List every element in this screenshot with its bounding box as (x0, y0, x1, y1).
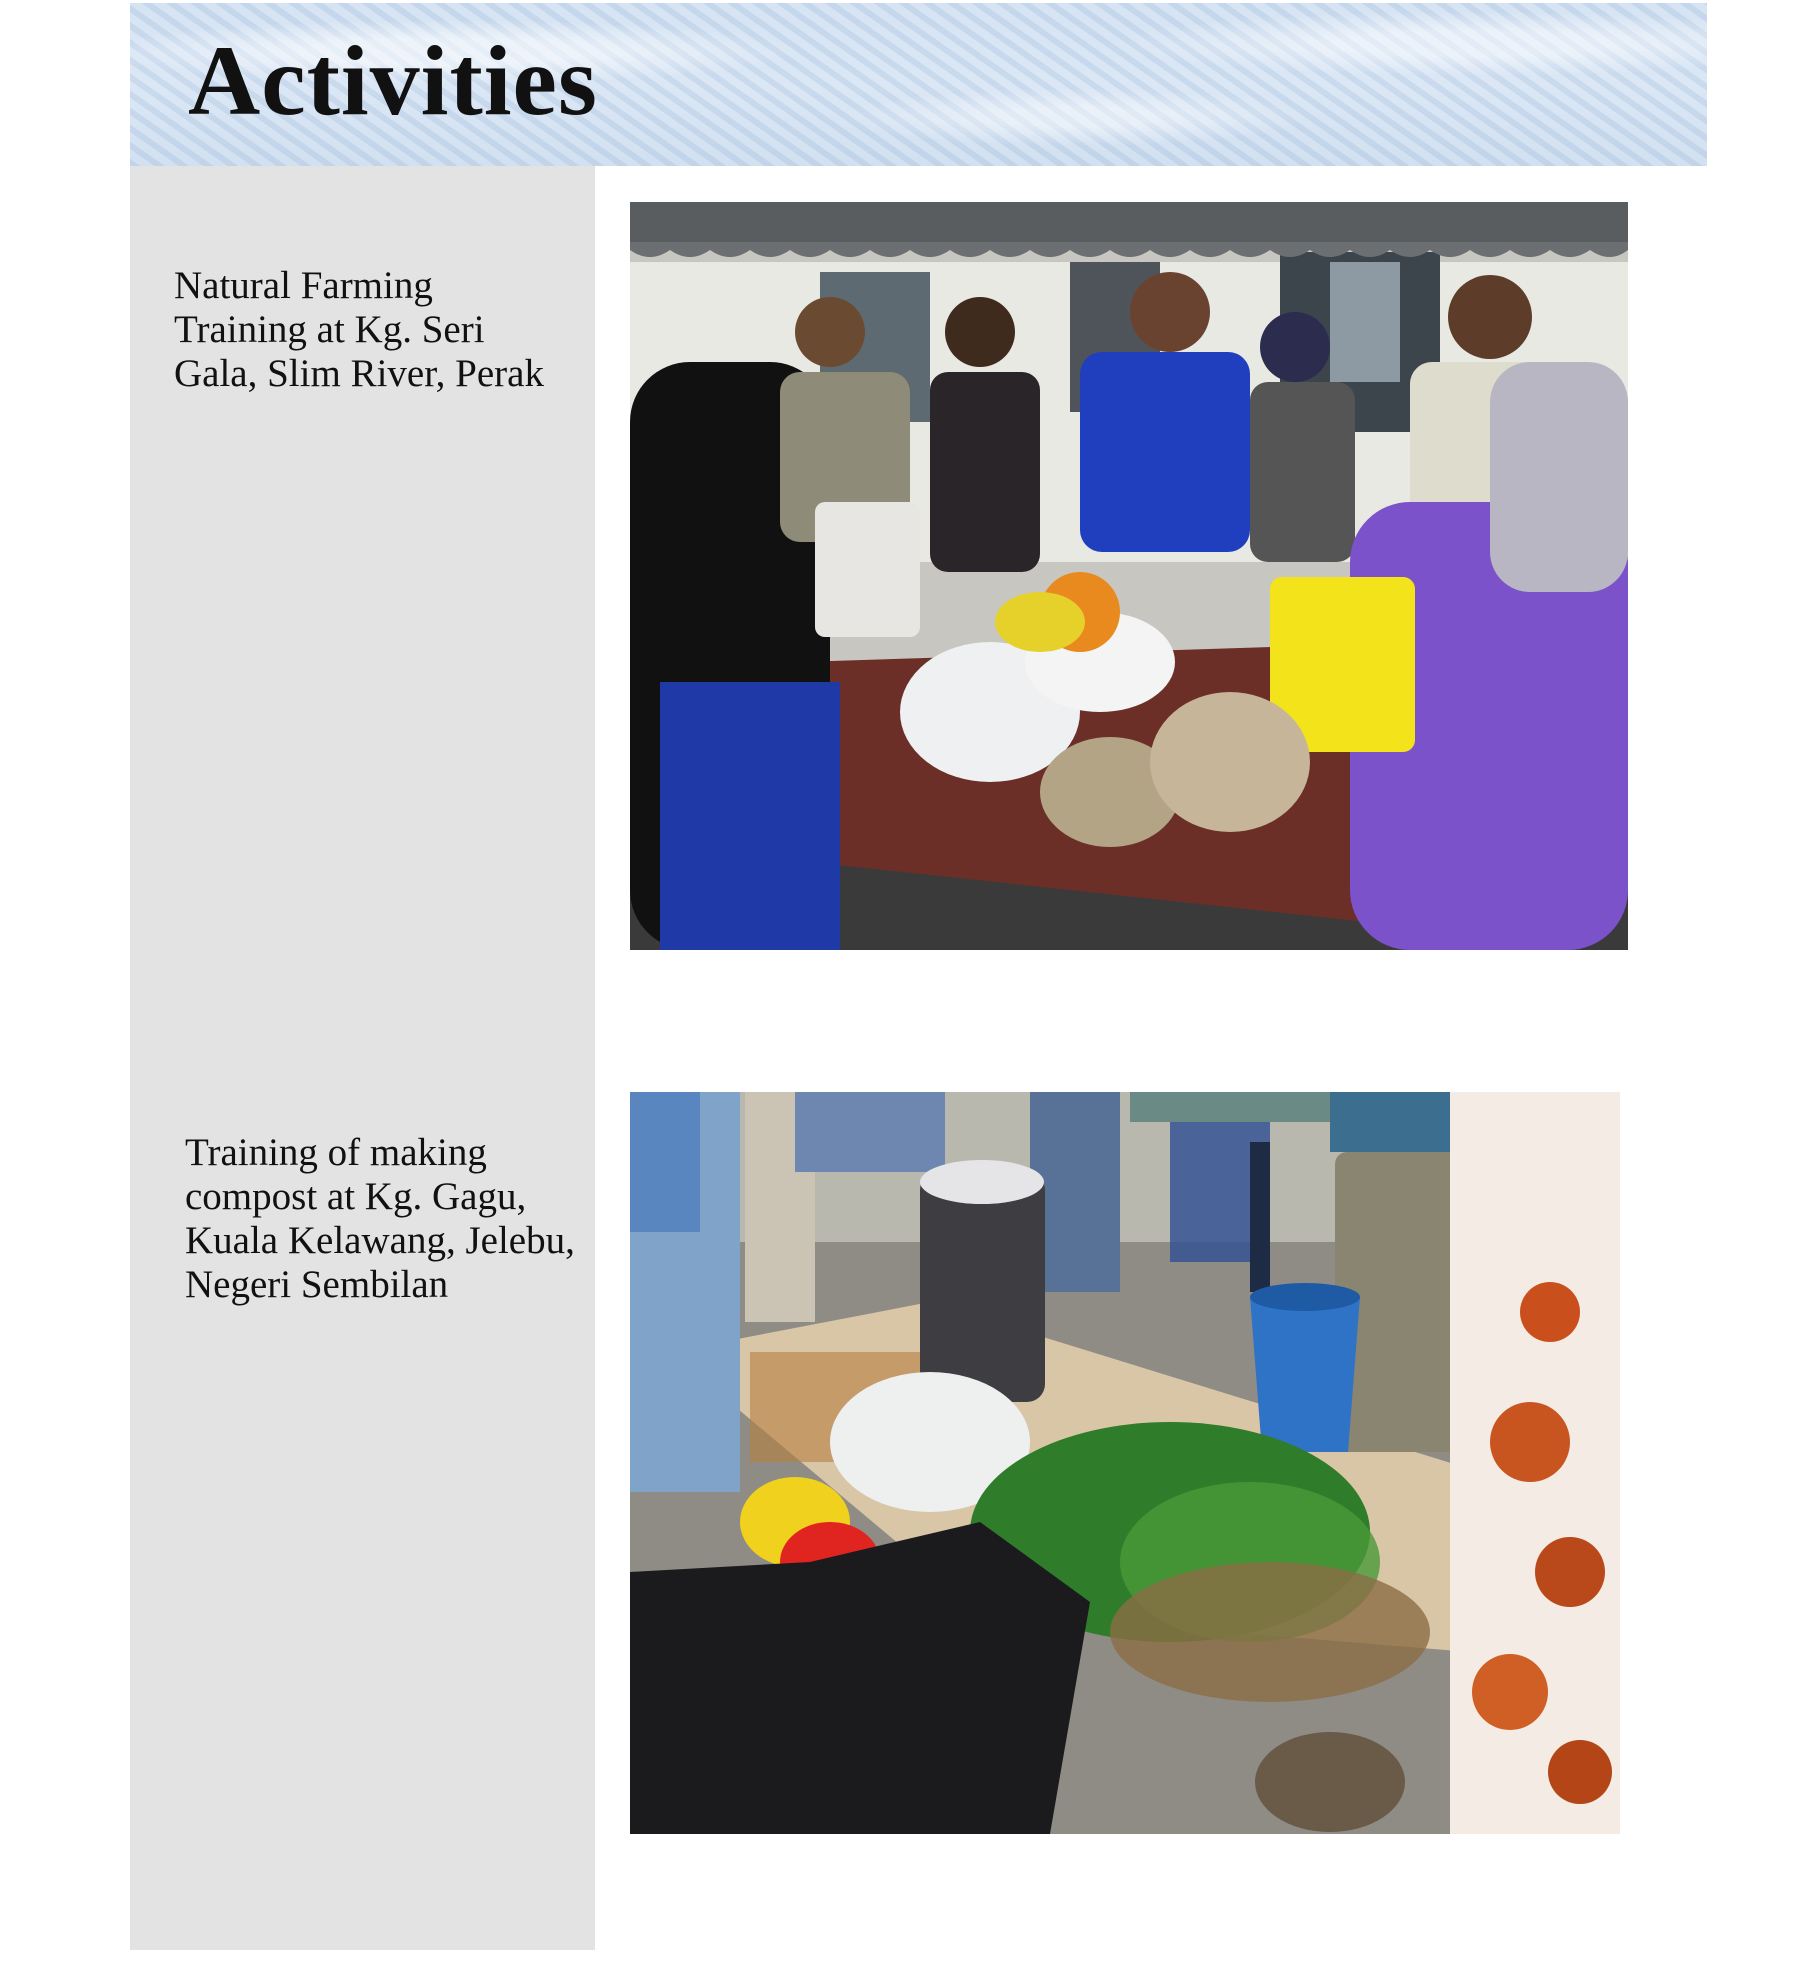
activity-caption: Natural Farming Training at Kg. Seri Gala, Slim River, Perak (174, 264, 544, 395)
page-title: Activities (188, 25, 598, 136)
title-banner (130, 3, 1707, 166)
caption-sidebar (130, 166, 595, 1950)
natural-farming-training-photo (630, 202, 1628, 950)
compost-training-photo (630, 1092, 1620, 1834)
activity-caption: Training of making compost at Kg. Gagu, Kuala Kelawang, Jelebu, Negeri Sembilan (185, 1131, 575, 1306)
